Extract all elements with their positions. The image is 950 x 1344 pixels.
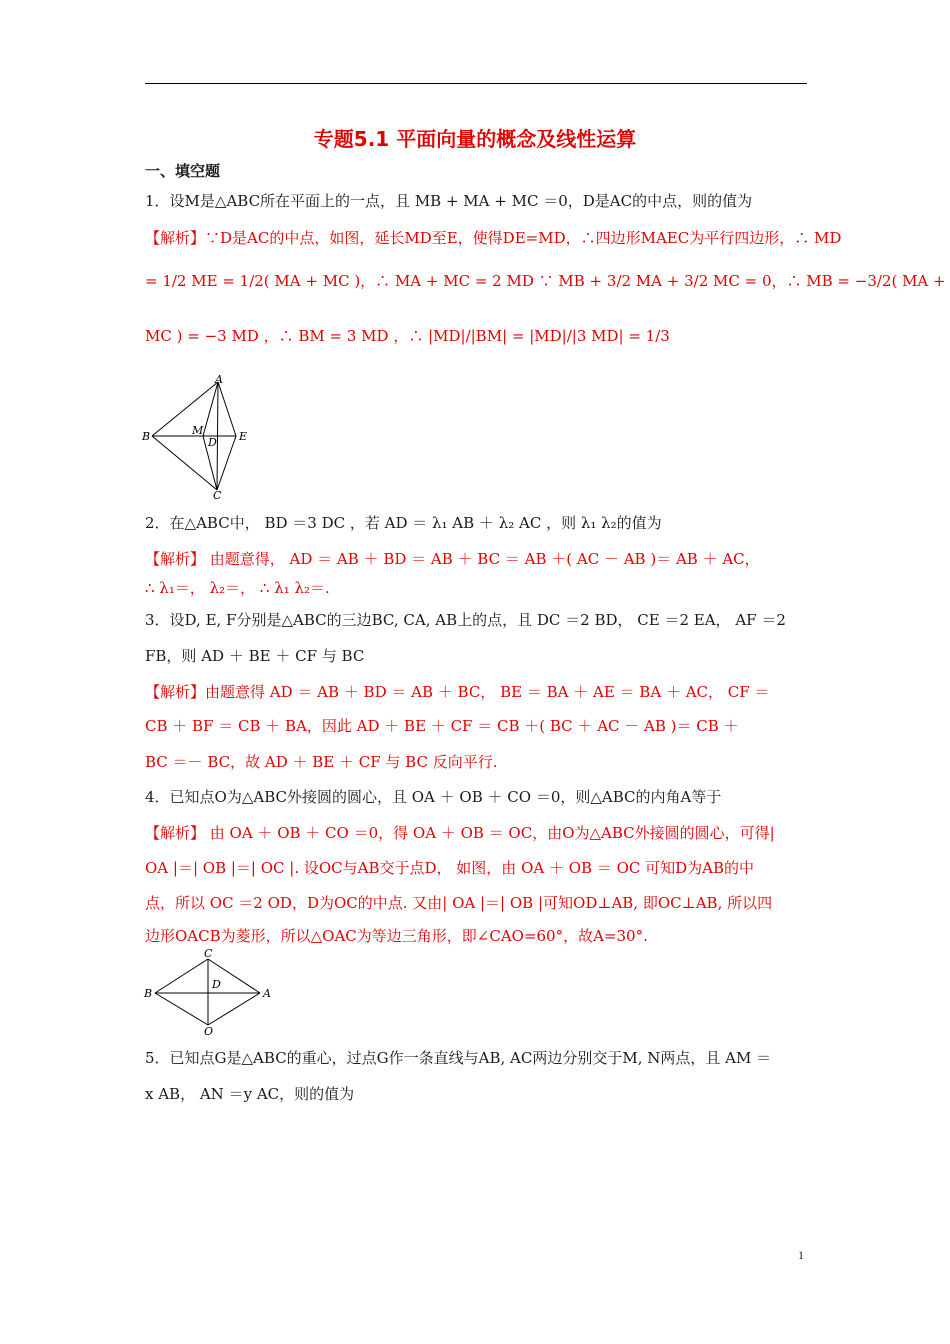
q3-stem-2: FB，则 AD ＋ BE ＋ CF 与 BC xyxy=(145,647,365,665)
q3-stem-1: 3．设D, E, F分别是△ABC的三边BC, CA, AB上的点，且 DC ＝2 BD， CE ＝2 EA， AF ＝2 xyxy=(145,611,786,629)
fig2-edge-ob xyxy=(155,993,208,1025)
figure-2 xyxy=(140,945,280,1037)
fig1-label-b: B xyxy=(142,430,151,443)
q2-analysis-1: 【解析】 由题意得， AD ＝ AB ＋ BD ＝ AB ＋ BC ＝ AB ＋( AC － AB )＝ AB ＋ AC， xyxy=(145,550,760,568)
figure-1 xyxy=(140,372,255,502)
q4-analysis-4: 边形OACB为菱形，所以△OAC为等边三角形，即∠CAO=60°，故A=30°. xyxy=(145,927,648,945)
fig1-label-e: E xyxy=(239,430,248,443)
q4-analysis-2: OA |＝| OB |＝| OC |. 设OC与AB交于点D， 如图，由 OA ＋ OB ＝ OC 可知D为AB的中 xyxy=(145,859,755,877)
q3-analysis-1: 【解析】由题意得 AD ＝ AB ＋ BD ＝ AB ＋ BC， BE ＝ BA ＋ AE ＝ BA ＋ AC， CF ＝ xyxy=(145,683,770,701)
fig2-label-d: D xyxy=(212,978,221,991)
fig2-label-a: A xyxy=(263,987,271,1000)
fig1-label-d: D xyxy=(208,436,217,449)
q2-stem: 2．在△ABC中， BD ＝3 DC ，若 AD ＝ λ₁ AB ＋ λ₂ AC ，则 λ₁ λ₂的值为 xyxy=(145,514,662,532)
page-number: 1 xyxy=(798,1248,804,1262)
fig1-edge-ec xyxy=(217,436,236,490)
header-rule xyxy=(145,83,807,84)
fig2-label-o: O xyxy=(204,1025,214,1037)
page-title: 专题5.1 平面向量的概念及线性运算 xyxy=(313,127,637,151)
fig2-label-b: B xyxy=(144,987,153,1000)
fig1-label-a: A xyxy=(215,373,223,386)
fig2-label-c: C xyxy=(204,947,213,960)
fig1-label-c: C xyxy=(213,489,222,502)
fig1-edge-am xyxy=(203,382,218,436)
fig2-edge-ao xyxy=(208,993,260,1025)
q4-stem: 4．已知点O为△ABC外接圆的圆心，且 OA ＋ OB ＋ CO ＝0，则△ABC的内角A等于 xyxy=(145,788,722,806)
q3-analysis-2: CB ＋ BF ＝ CB ＋ BA，因此 AD ＋ BE ＋ CF ＝ CB ＋( BC ＋ AC － AB )＝ CB ＋ xyxy=(145,717,739,735)
section-heading: 一、填空题 xyxy=(145,162,221,180)
q1-analysis-1: 【解析】∵D是AC的中点，如图，延长MD至E，使得DE=MD，∴四边形MAEC为平行四边形，∴ MD xyxy=(145,229,842,247)
fig2-edge-bc xyxy=(155,959,208,993)
q1-analysis-2: = 1/2 ME = 1/2( MA + MC )，∴ MA + MC = 2 MD ∵ MB + 3/2 MA + 3/2 MC = 0，∴ MB = −3/2( MA + xyxy=(145,272,946,290)
q4-analysis-3: 点，所以 OC ＝2 OD，D为OC的中点. 又由| OA |＝| OB |可知OD⊥AB, 即OC⊥AB, 所以四 xyxy=(145,894,773,912)
q1-analysis-3: MC ) = −3 MD ，∴ BM = 3 MD ，∴ |MD|/|BM| = |MD|/|3 MD| = 1/3 xyxy=(145,327,670,345)
fig1-edge-ae xyxy=(218,382,236,436)
q3-analysis-3: BC ＝－ BC，故 AD ＋ BE ＋ CF 与 BC 反向平行. xyxy=(145,753,498,771)
fig1-edge-ab xyxy=(152,382,218,436)
q5-stem-1: 5．已知点G是△ABC的重心，过点G作一条直线与AB, AC两边分别交于M, N两点，且 AM ＝ xyxy=(145,1049,772,1067)
fig1-label-m: M xyxy=(192,424,204,437)
q4-analysis-1: 【解析】 由 OA ＋ OB ＋ CO ＝0，得 OA ＋ OB ＝ OC，由O为△ABC外接圆的圆心，可得| xyxy=(145,824,775,842)
q1-stem: 1．设M是△ABC所在平面上的一点，且 MB + MA + MC ＝0，D是AC的中点，则的值为 xyxy=(145,192,753,210)
q2-analysis-2: ∴ λ₁＝， λ₂＝， ∴ λ₁ λ₂＝. xyxy=(145,579,330,597)
q5-stem-2: x AB， AN ＝y AC，则的值为 xyxy=(145,1085,355,1103)
